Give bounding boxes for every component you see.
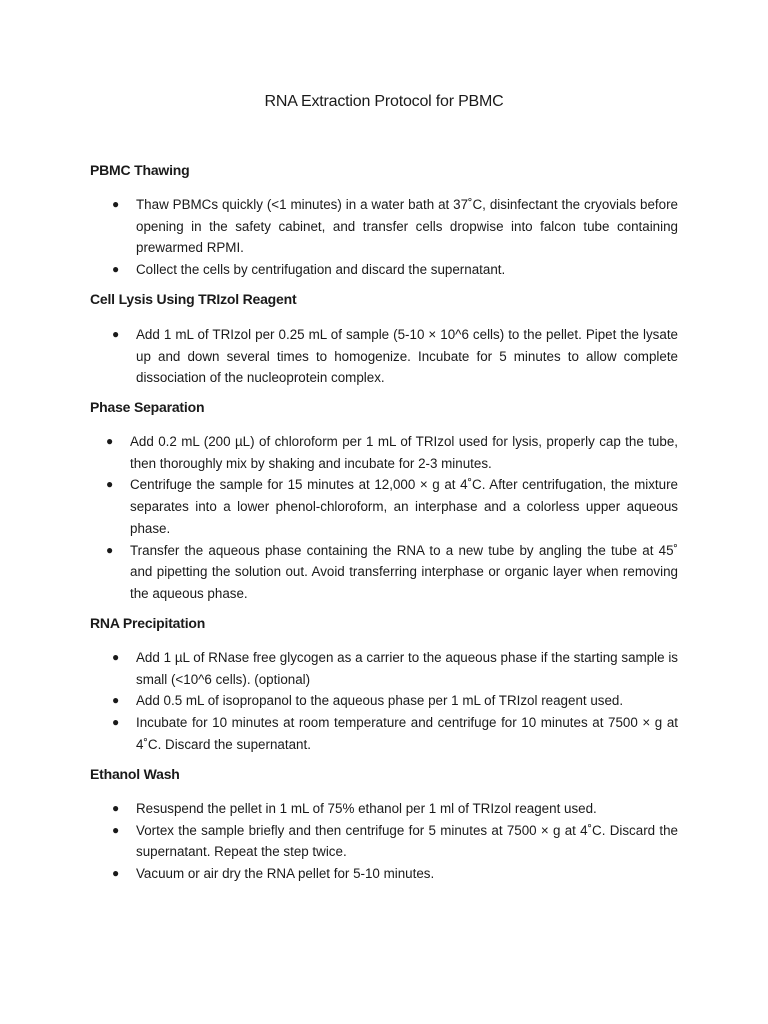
bullet-icon: ●: [106, 542, 114, 557]
section-heading: PBMC Thawing: [90, 162, 190, 178]
list-item: ● Incubate for 10 minutes at room temperature and centrifuge for 10 minutes at 7500 × g at 4˚C. Discard the supernatant.: [136, 712, 678, 755]
bullet-list: [112, 798, 678, 885]
list-item: ● Transfer the aqueous phase containing the RNA to a new tube by angling the tube at 45˚ and pipetting the solution out. Avoid transferring interphase or organic layer when removing the aqueous phase.: [130, 540, 678, 605]
list-item: ● Centrifuge the sample for 15 minutes at 12,000 × g at 4˚C. After centrifugation, the mixture separates into a lower phenol-chloroform, an interphase and a colorless upper aqueous phase.: [130, 474, 678, 539]
bullet-list: [112, 647, 678, 756]
section-phase-separation: [90, 399, 690, 605]
list-item: ● Add 1 µL of RNase free glycogen as a carrier to the aqueous phase if the starting sample is small (<10^6 cells). (optional): [136, 647, 678, 690]
page-title: RNA Extraction Protocol for PBMC: [264, 93, 504, 110]
section-cell-lysis: [90, 291, 690, 389]
list-item: ● Add 1 mL of TRIzol per 0.25 mL of sample (5-10 × 10^6 cells) to the pellet. Pipet the lysate up and down several times to homogenize. Incubate for 5 minutes to allow complete dissociation of the nucleoprotein complex.: [136, 324, 678, 389]
bullet-icon: ●: [106, 434, 114, 448]
list-item: ● Thaw PBMCs quickly (<1 minutes) in a water bath at 37˚C, disinfectant the cryovials before opening in the safety cabinet, and transfer cells dropwise into falcon tube containing prewarmed RPMI.: [136, 194, 678, 259]
bullet-icon: ●: [112, 866, 120, 881]
section-heading: RNA Precipitation: [90, 615, 206, 631]
bullet-icon: ●: [112, 262, 120, 277]
bullet-icon: ●: [112, 801, 120, 815]
section-heading: Cell Lysis Using TRIzol Reagent: [90, 291, 297, 307]
bullet-icon: ●: [112, 822, 120, 837]
section-ethanol-wash: [90, 766, 690, 885]
bullet-icon: ●: [112, 197, 120, 211]
bullet-icon: ●: [106, 477, 114, 492]
list-item: ● Vacuum or air dry the RNA pellet for 5-10 minutes.: [136, 863, 678, 885]
section-heading: Ethanol Wash: [90, 766, 180, 782]
bullet-icon: ●: [112, 650, 120, 664]
bullet-list: [112, 324, 678, 389]
list-item: ● Collect the cells by centrifugation and discard the supernatant.: [136, 259, 678, 281]
section-heading: Phase Separation: [90, 399, 205, 415]
bullet-icon: ●: [112, 693, 120, 708]
section-pbmc-thawing: [90, 162, 690, 281]
list-item: ● Resuspend the pellet in 1 mL of 75% ethanol per 1 ml of TRIzol reagent used.: [136, 798, 678, 820]
list-item: ● Add 0.2 mL (200 µL) of chloroform per 1 mL of TRIzol used for lysis, properly cap the tube, then thoroughly mix by shaking and incubate for 2-3 minutes.: [130, 431, 678, 474]
list-item: ● Add 0.5 mL of isopropanol to the aqueous phase per 1 mL of TRIzol reagent used.: [136, 690, 678, 712]
bullet-icon: ●: [112, 715, 120, 730]
bullet-list: [112, 194, 678, 281]
bullet-list: [106, 431, 678, 605]
section-rna-precipitation: [90, 615, 690, 756]
list-item: ● Vortex the sample briefly and then centrifuge for 5 minutes at 7500 × g at 4˚C. Discard the supernatant. Repeat the step twice.: [136, 820, 678, 863]
bullet-icon: ●: [112, 327, 120, 341]
